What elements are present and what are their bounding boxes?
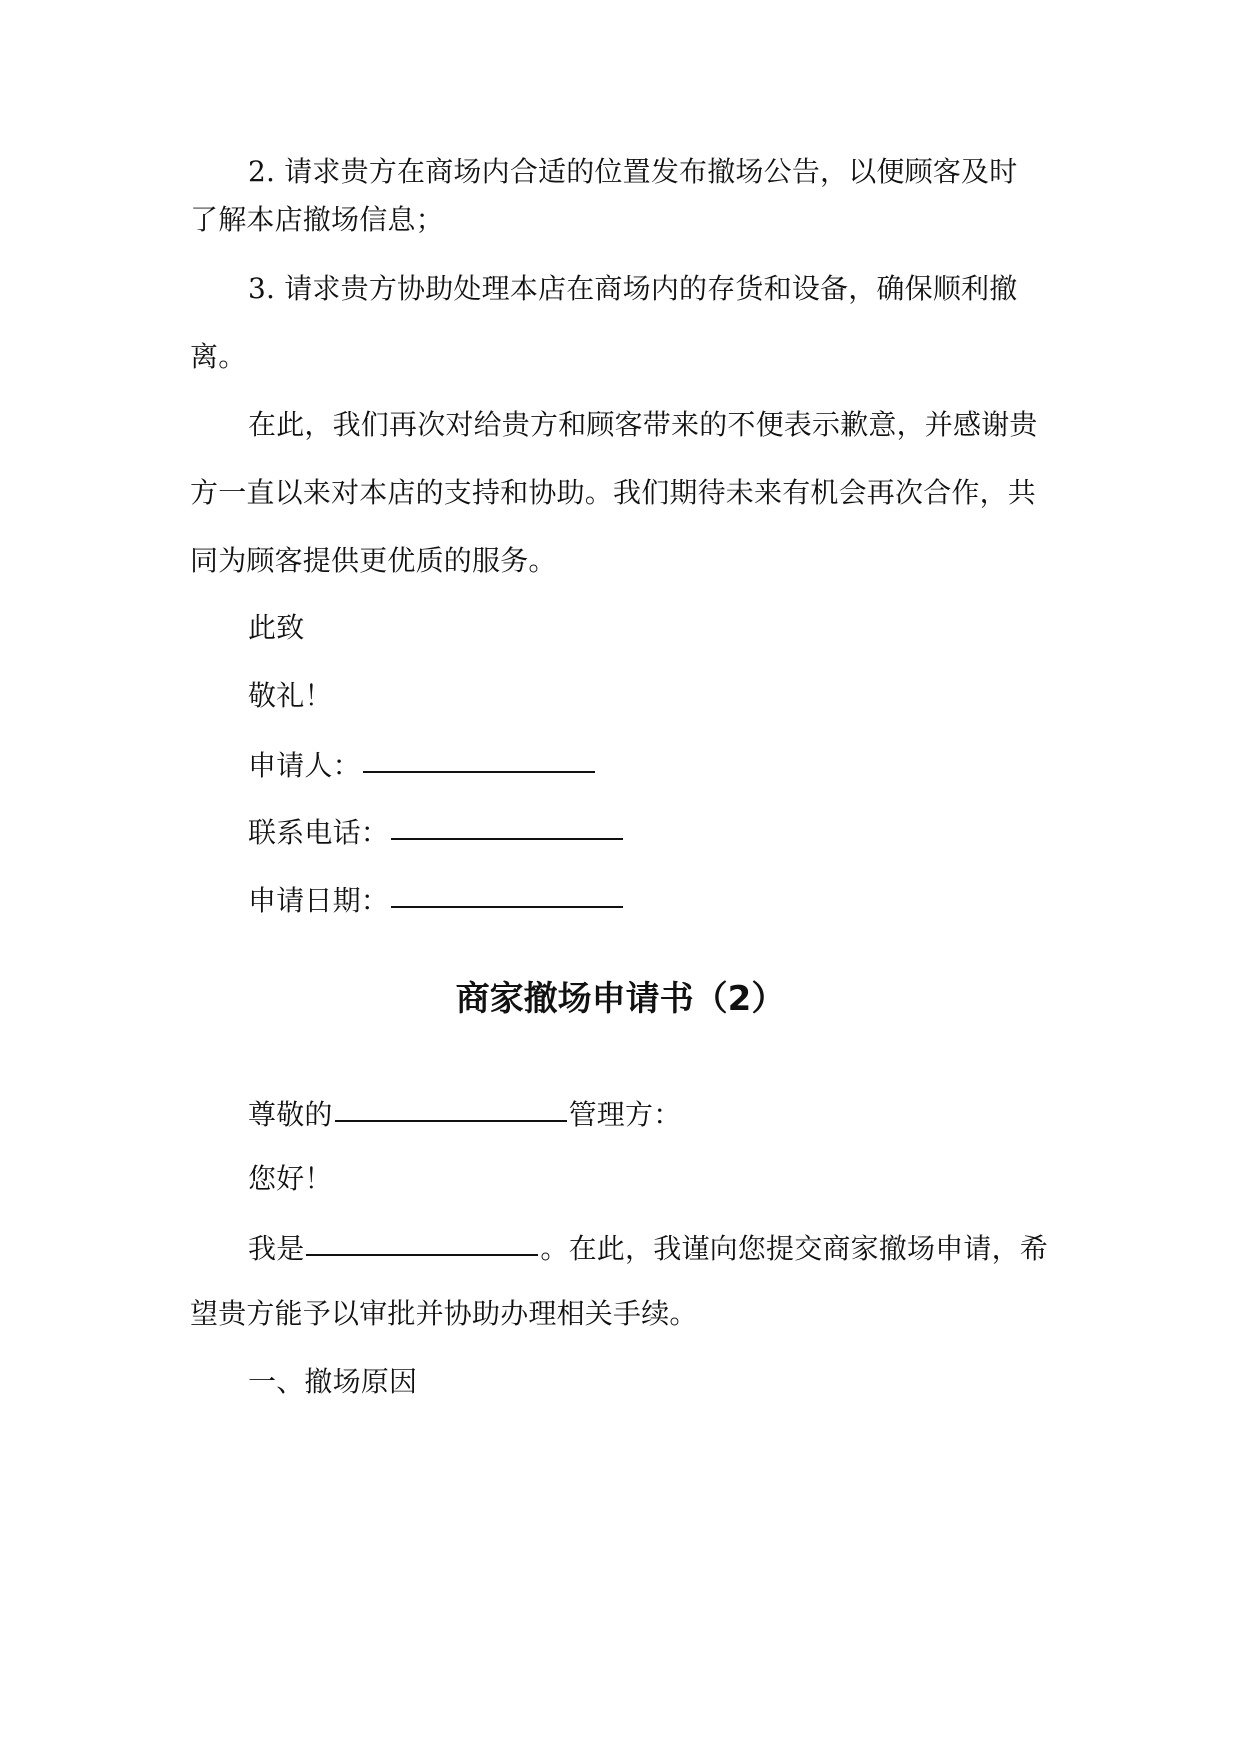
management-blank: [335, 1090, 567, 1122]
list-item-2-line-2: 了解本店撤场信息；: [190, 203, 444, 236]
date-label: 申请日期：: [248, 884, 390, 917]
date-line: [248, 878, 1060, 921]
closing-paragraph-line-1: 在此，我们再次对给贵方和顾客带来的不便表示歉意，并感谢贵: [248, 408, 1038, 441]
greeting-suffix: 管理方：: [568, 1098, 682, 1131]
applicant-blank: [363, 741, 595, 773]
section-title: 商家撤场申请书（2）: [455, 979, 786, 1019]
phone-line: [248, 810, 1060, 853]
intro-line-2: 望贵方能予以审批并协助办理相关手续。: [190, 1297, 698, 1330]
salutation-ci-zhi: 此致: [248, 611, 305, 644]
list-item-2-line-1: 2. 请求贵方在商场内合适的位置发布撤场公告，以便顾客及时: [248, 155, 1018, 188]
intro-prefix: 我是: [248, 1232, 305, 1265]
name-blank: [306, 1224, 538, 1256]
date-blank: [391, 876, 623, 908]
applicant-line: [248, 743, 1060, 786]
hello-line: 您好！: [248, 1162, 333, 1195]
list-item-3-line-2: 离。: [190, 340, 247, 373]
salutation-jing-li: 敬礼！: [248, 679, 333, 712]
phone-blank: [391, 808, 623, 840]
intro-suffix: 。在此，我谨向您提交商家撤场申请，希: [540, 1232, 1049, 1265]
closing-paragraph-line-3: 同为顾客提供更优质的服务。: [190, 544, 557, 577]
closing-paragraph-line-2: 方一直以来对本店的支持和协助。我们期待未来有机会再次合作，共: [190, 476, 1037, 509]
applicant-label: 申请人：: [248, 749, 361, 782]
section-heading-reason: 一、撤场原因: [248, 1365, 418, 1398]
greeting-prefix: 尊敬的: [248, 1098, 333, 1131]
list-item-3-line-1: 3. 请求贵方协助处理本店在商场内的存货和设备，确保顺利撤: [248, 272, 1018, 305]
intro-line-1: [248, 1226, 1060, 1269]
greeting-line: [248, 1092, 1060, 1135]
phone-label: 联系电话：: [248, 816, 390, 849]
